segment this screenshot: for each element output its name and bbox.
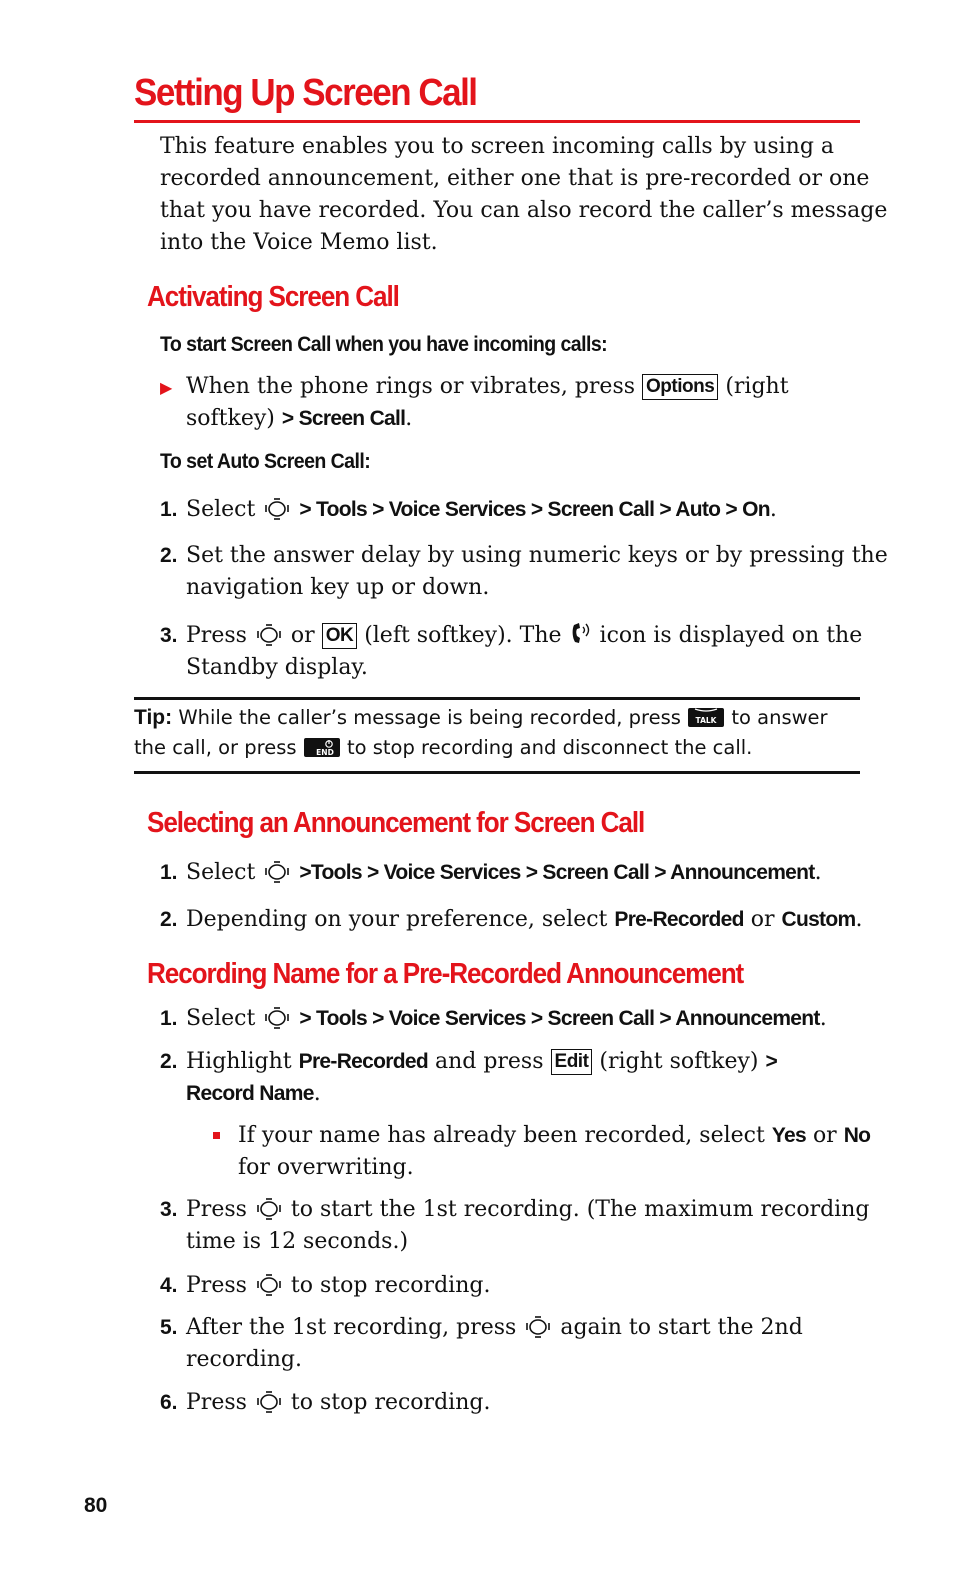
step-text: time is 12 seconds.) [186,1229,409,1254]
tip-label: Tip: [134,706,173,729]
step-item: Select >Tools > Voice Services > Screen Call > Announcement. [186,860,822,885]
arrow-bullet-icon: ▶ [160,378,173,397]
sub-bullet-item [238,1120,870,1184]
step-item [186,620,862,684]
step-number: 2. [160,908,178,931]
menu-key-icon [254,623,284,647]
step-text: Set the answer delay by using numeric keys or by pressing the [186,543,888,568]
option-pre-recorded: Pre-Recorded [298,1050,428,1073]
bullet-text: (right [725,374,789,399]
menu-key-icon [254,1197,284,1221]
step-text: or [750,907,775,932]
menu-key-icon [262,1006,292,1030]
tip-top-rule [134,697,860,700]
step-text: and press [434,1049,544,1074]
step-text: Press [186,1390,247,1415]
page-title: Setting Up Screen Call [134,72,477,114]
screen-call-icon [569,621,593,647]
option-yes: Yes [771,1124,806,1147]
step-text: Select [186,1006,256,1031]
section-heading-selecting: Selecting an Announcement for Screen Call [147,807,645,839]
option-no: No [843,1124,871,1147]
step-number: 1. [160,498,178,521]
step-text: Depending on your preference, select [186,907,608,932]
option-pre-recorded: Pre-Recorded [614,908,744,931]
menu-path: > Tools > Voice Services > Screen Call > Announcement [299,1007,820,1030]
step-text: (right softkey) [599,1049,759,1074]
step-text: or [290,623,315,648]
bullet-text: softkey) [186,406,275,431]
menu-path: Record Name [186,1082,314,1105]
step-text: (left softkey). The [364,623,562,648]
intro-line: into the Voice Memo list. [160,230,438,255]
intro-paragraph [160,131,887,259]
step-text: to stop recording. [290,1273,491,1298]
talk-key-icon [687,706,725,728]
section-heading-recording: Recording Name for a Pre-Recorded Announcement [147,958,744,990]
bullet-item: When the phone rings or vibrates, press Options (right softkey) > Screen Call. [186,374,789,431]
step-text: to stop recording. [290,1390,491,1415]
menu-key-icon [254,1390,284,1414]
ok-key: OK [322,623,358,649]
tip-text: While the caller’s message is being recorded, press [178,706,681,729]
intro-line: that you have recorded. You can also record the caller’s message [160,198,888,223]
intro-line: recorded announcement, either one that is pre-recorded or one [160,166,870,191]
sub-text: for overwriting. [238,1155,414,1180]
step-text: Press [186,1273,247,1298]
step-item: Depending on your preference, select Pre-Recorded or Custom. [186,907,863,932]
step-text: Select [186,497,256,522]
menu-key-icon [523,1315,553,1339]
menu-key-icon [262,860,292,884]
step-number: 3. [160,1198,178,1221]
edit-key: Edit [551,1049,593,1075]
sub-text: If your name has already been recorded, select [238,1123,765,1148]
square-bullet-icon [213,1132,220,1139]
end-key-label: END [315,748,334,757]
step-number: 6. [160,1391,178,1414]
intro-line: This feature enables you to screen incoming calls by using a [160,134,835,159]
step-number: 3. [160,624,178,647]
step-number: 4. [160,1274,178,1297]
step-item [186,1387,490,1419]
step-text: navigation key up or down. [186,575,490,600]
step-item [186,540,888,604]
menu-path: >Tools > Voice Services > Screen Call > Announcement [299,861,815,884]
sub-text: or [812,1123,837,1148]
step-item: Highlight Pre-Recorded and press Edit (right softkey) > Record Name. [186,1049,778,1106]
tip-text: to answer [731,706,828,729]
menu-path: > Tools > Voice Services > Screen Call > Auto > On [299,498,770,521]
section-heading-activating: Activating Screen Call [147,281,399,313]
step-number: 5. [160,1316,178,1339]
menu-path: > [765,1050,778,1073]
step-text: Highlight [186,1049,292,1074]
talk-key-label: TALK [695,716,717,725]
menu-key-icon [254,1273,284,1297]
step-text: After the 1st recording, press [186,1315,517,1340]
step-text: Select [186,860,256,885]
step-text: again to start the 2nd [560,1315,803,1340]
options-key: Options [642,374,718,400]
step-item [186,1194,869,1258]
step-number: 1. [160,861,178,884]
step-text: Press [186,1197,247,1222]
step-text: recording. [186,1347,302,1372]
lead-start-screen-call: To start Screen Call when you have incoming calls: [160,333,608,356]
tip-box [134,703,860,763]
step-number: 2. [160,1050,178,1073]
menu-key-icon [262,497,292,521]
step-text: Standby display. [186,655,368,680]
step-text: to start the 1st recording. (The maximum recording [290,1197,870,1222]
end-key-icon [303,736,341,758]
step-number: 1. [160,1007,178,1030]
page-number: 80 [84,1494,108,1517]
title-rule [134,120,860,123]
step-item [186,1312,803,1376]
step-number: 2. [160,544,178,567]
step-item [186,1270,490,1302]
step-text: Press [186,623,247,648]
step-item: Select > Tools > Voice Services > Screen Call > Auto > On. [186,497,777,522]
tip-bottom-rule [134,771,860,774]
step-item: Select > Tools > Voice Services > Screen Call > Announcement. [186,1006,827,1031]
lead-auto-screen-call: To set Auto Screen Call: [160,450,371,473]
option-custom: Custom [781,908,856,931]
bullet-text: When the phone rings or vibrates, press [186,374,636,399]
menu-path: > Screen Call [281,407,406,430]
tip-text: to stop recording and disconnect the call. [346,736,753,759]
step-text: icon is displayed on the [599,623,863,648]
tip-text: the call, or press [134,736,297,759]
